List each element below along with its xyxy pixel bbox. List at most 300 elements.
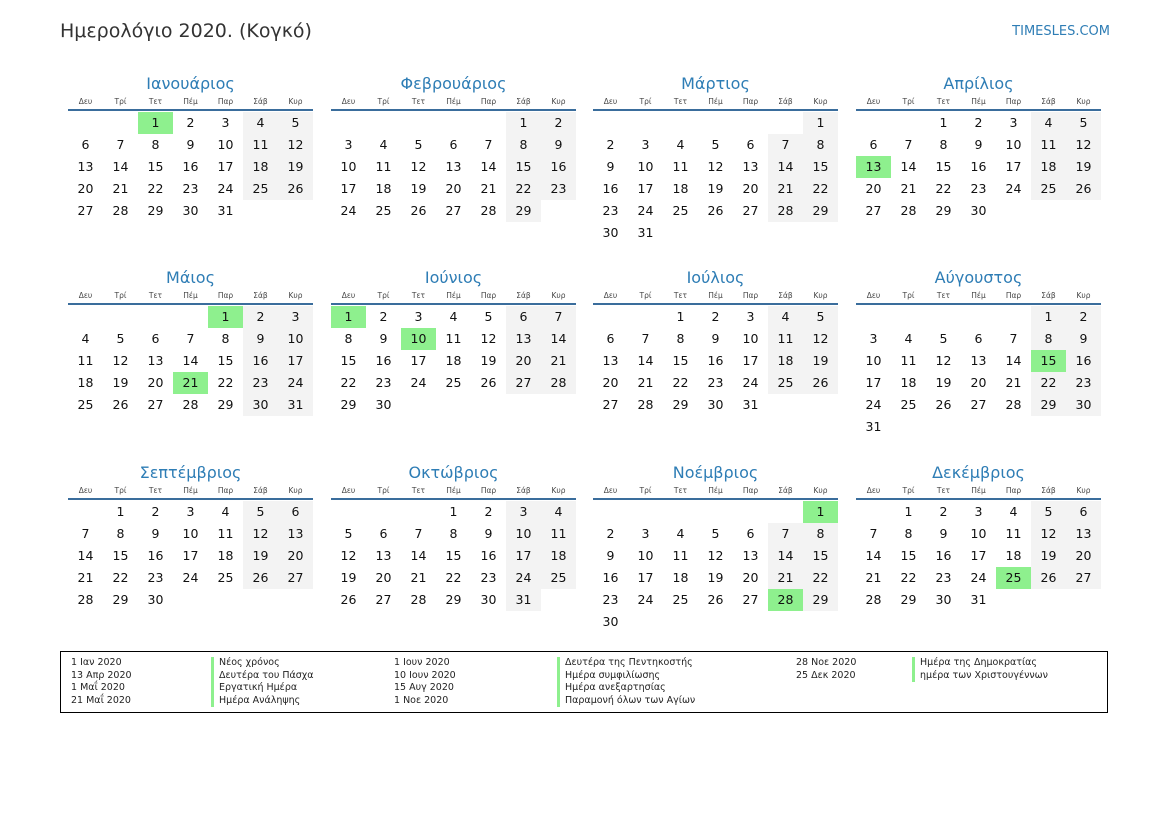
legend-date: 1 Ιουν 2020 [394,657,450,668]
day-cell: 31 [278,394,313,416]
day-cell: 30 [375,397,392,412]
day-cell: 17 [506,545,541,567]
weekday-label: Τετ [411,291,426,300]
day-cell: 28 [112,203,129,218]
weekday-label: Κυρ [813,291,828,300]
day-cell: 9 [186,137,195,152]
day-cell: 25 [77,397,94,412]
day-cell: 22 [506,178,541,200]
day-cell: 11 [445,331,462,346]
day-cell: 16 [375,353,392,368]
day-cell: 12 [278,134,313,156]
day-cell: 30 [480,592,497,607]
day-cell: 6 [379,526,388,541]
legend-col2-dates [394,657,456,707]
day-cell: 23 [541,178,576,200]
day-cell: 3 [746,309,755,324]
day-cell: 16 [1066,350,1101,372]
day-cell: 25 [217,570,234,585]
day-cell: 14 [182,353,199,368]
day-cell: 17 [865,375,882,390]
day-cell: 20 [77,181,94,196]
day-cell: 27 [742,592,759,607]
day-cell: 12 [707,159,724,174]
weekday-label: Τετ [411,486,426,495]
day-cell: 3 [278,306,313,328]
weekday-label: Παρ [742,486,759,495]
day-cell: 25 [768,372,803,394]
weekday-label: Κυρ [813,97,828,106]
day-cell: 19 [803,350,838,372]
legend-date: 1 Νοε 2020 [394,694,449,706]
day-cell: 13 [742,159,759,174]
weekday-label: Τρί [902,486,915,495]
day-cell: 21 [900,181,917,196]
empty-cell [68,306,103,328]
day-cell: 15 [445,548,462,563]
month-name: Ιούνιος [424,268,483,287]
day-cell: 13 [742,548,759,563]
empty-cell [593,306,628,328]
day-cell: 18 [672,570,689,585]
day-cell: 9 [541,134,576,156]
day-cell: 7 [768,523,803,545]
month-name: Οκτώβριος [408,463,499,482]
month-name: Φεβρουάριος [400,74,507,93]
day-cell: 15 [900,548,917,563]
weekday-label: Τρί [639,486,652,495]
weekday-label: Πέμ [971,486,986,495]
legend-col3-names [912,657,1048,682]
day-cell: 23 [602,592,619,607]
weekday-label: Κυρ [1076,486,1091,495]
day-cell: 21 [77,570,94,585]
day-cell: 19 [112,375,129,390]
day-cell: 15 [672,353,689,368]
day-cell: 30 [182,203,199,218]
day-cell: 19 [707,570,724,585]
day-cell: 11 [217,526,234,541]
day-grid [331,501,576,611]
empty-cell [628,501,663,523]
day-cell: 2 [974,115,983,130]
day-grid [856,112,1101,222]
weekday-label: Σάβ [778,97,793,106]
day-cell: 28 [182,397,199,412]
day-cell: 6 [746,526,755,541]
day-cell: 19 [707,181,724,196]
legend-date: 13 Απρ 2020 [71,669,132,681]
day-cell: 24 [278,372,313,394]
day-cell: 4 [81,331,90,346]
day-cell: 30 [970,203,987,218]
month-name: Ιούλιος [686,268,745,287]
day-cell: 6 [746,137,755,152]
day-cell: 6 [278,501,313,523]
month-name: Ιανουάριος [146,74,235,93]
day-cell: 8 [803,134,838,156]
day-grid [68,501,313,611]
weekday-label: Σάβ [778,291,793,300]
day-cell: 20 [602,375,619,390]
day-cell: 3 [869,331,878,346]
day-cell: 8 [904,526,913,541]
weekday-label: Κυρ [551,97,566,106]
day-cell: 15 [147,159,164,174]
weekday-label: Σάβ [253,97,268,106]
empty-cell [663,501,698,523]
weekday-label: Παρ [217,291,234,300]
day-cell: 1 [904,504,913,519]
day-cell: 18 [1031,156,1066,178]
day-cell: 11 [672,548,689,563]
month-block [331,73,576,222]
weekday-label: Σάβ [778,486,793,495]
day-cell: 4 [768,306,803,328]
month-name: Αύγουστος [934,268,1023,287]
weekday-label: Σάβ [1041,291,1056,300]
weekday-header [331,289,576,305]
holiday-day-cell: 1 [138,112,173,134]
weekday-label: Σάβ [253,291,268,300]
day-cell: 26 [1066,178,1101,200]
empty-cell [698,112,733,134]
day-cell: 1 [506,112,541,134]
day-cell: 16 [480,548,497,563]
empty-cell [68,112,103,134]
day-cell: 7 [768,134,803,156]
day-cell: 23 [602,203,619,218]
day-cell: 10 [1005,137,1022,152]
legend-holiday-name: Ημέρα Ανάληψης [211,695,314,708]
day-cell: 26 [410,203,427,218]
day-cell: 6 [974,331,983,346]
empty-cell [436,112,471,134]
weekday-label: Παρ [480,97,497,106]
weekday-label: Τετ [936,291,951,300]
day-cell: 28 [410,592,427,607]
day-cell: 4 [379,137,388,152]
day-cell: 3 [186,504,195,519]
day-cell: 13 [602,353,619,368]
day-cell: 6 [1066,501,1101,523]
day-cell: 19 [243,545,278,567]
empty-cell [628,306,663,328]
day-cell: 11 [375,159,392,174]
holiday-day-cell: 1 [803,501,838,523]
day-cell: 6 [81,137,90,152]
day-cell: 12 [1066,134,1101,156]
day-cell: 22 [1031,372,1066,394]
day-cell: 30 [602,225,619,240]
day-cell: 29 [803,200,838,222]
empty-cell [768,112,803,134]
day-cell: 16 [707,353,724,368]
day-cell: 6 [506,306,541,328]
day-cell: 14 [77,548,94,563]
day-cell: 19 [410,181,427,196]
day-cell: 21 [768,178,803,200]
holiday-day-cell: 21 [173,372,208,394]
day-cell: 12 [340,548,357,563]
day-cell: 12 [243,523,278,545]
empty-cell [891,306,926,328]
empty-cell [471,112,506,134]
day-cell: 13 [77,159,94,174]
day-cell: 13 [278,523,313,545]
day-cell: 17 [217,159,234,174]
day-cell: 11 [1005,526,1022,541]
month-block [856,73,1101,222]
day-cell: 3 [1009,115,1018,130]
day-cell: 20 [742,181,759,196]
weekday-label: Κυρ [551,486,566,495]
day-cell: 19 [480,353,497,368]
day-cell: 16 [147,548,164,563]
legend-holiday-name: Νέος χρόνος [211,657,314,670]
holiday-day-cell: 28 [768,589,803,611]
day-cell: 1 [676,309,685,324]
holiday-day-cell: 15 [1031,350,1066,372]
day-cell: 7 [186,331,195,346]
empty-cell [331,501,366,523]
day-cell: 18 [375,181,392,196]
day-cell: 25 [243,178,278,200]
holiday-legend [60,651,1108,713]
day-cell: 1 [116,504,125,519]
legend-date: 15 Αυγ 2020 [394,682,454,694]
page-title: Ημερολόγιο 2020. (Κογκό) [60,20,312,42]
day-cell: 2 [151,504,160,519]
day-cell: 8 [939,137,948,152]
day-cell: 1 [1031,306,1066,328]
day-cell: 24 [637,203,654,218]
day-cell: 7 [641,331,650,346]
day-cell: 10 [217,137,234,152]
day-cell: 29 [217,397,234,412]
day-cell: 18 [243,156,278,178]
day-cell: 26 [243,567,278,589]
month-block [331,267,576,416]
day-cell: 13 [445,159,462,174]
day-cell: 24 [1005,181,1022,196]
day-cell: 25 [672,592,689,607]
legend-holiday-name: Παραμονή όλων των Αγίων [557,695,695,708]
day-grid [68,306,313,416]
day-cell: 7 [904,137,913,152]
day-cell: 26 [803,372,838,394]
brand-link[interactable]: TIMESLES.COM [1012,24,1110,39]
day-cell: 9 [606,548,615,563]
day-cell: 5 [344,526,353,541]
day-cell: 11 [243,134,278,156]
day-cell: 17 [637,181,654,196]
day-cell: 5 [484,309,493,324]
day-cell: 18 [900,375,917,390]
day-cell: 29 [935,203,952,218]
day-cell: 14 [1005,353,1022,368]
day-cell: 8 [449,526,458,541]
day-cell: 30 [243,394,278,416]
weekday-label: Πέμ [708,291,723,300]
day-cell: 21 [637,375,654,390]
month-block [331,462,576,611]
holiday-day-cell: 1 [208,306,243,328]
day-grid [856,306,1101,438]
day-cell: 29 [672,397,689,412]
weekday-header [856,484,1101,500]
weekday-label: Σάβ [1041,486,1056,495]
day-cell: 8 [344,331,353,346]
day-cell: 8 [1031,328,1066,350]
legend-date: 1 Μαΐ 2020 [71,682,125,694]
weekday-label: Σάβ [516,291,531,300]
weekday-label: Κυρ [288,97,303,106]
day-cell: 25 [672,203,689,218]
day-cell: 15 [803,545,838,567]
empty-cell [733,501,768,523]
weekday-label: Τρί [902,97,915,106]
weekday-label: Παρ [217,97,234,106]
day-cell: 30 [1066,394,1101,416]
day-cell: 24 [865,397,882,412]
empty-cell [856,112,891,134]
holiday-day-cell: 10 [401,328,436,350]
legend-col1-dates [71,657,132,707]
day-cell: 28 [480,203,497,218]
day-cell: 27 [375,592,392,607]
empty-cell [401,501,436,523]
day-cell: 3 [641,137,650,152]
day-cell: 3 [974,504,983,519]
day-cell: 5 [803,306,838,328]
day-cell: 3 [414,309,423,324]
day-cell: 26 [340,592,357,607]
empty-cell [996,306,1031,328]
month-name: Δεκέμβριος [932,463,1025,482]
day-cell: 20 [865,181,882,196]
day-cell: 8 [221,331,230,346]
day-cell: 30 [707,397,724,412]
day-cell: 2 [484,504,493,519]
day-cell: 25 [375,203,392,218]
day-cell: 18 [541,545,576,567]
weekday-label: Σάβ [253,486,268,495]
empty-cell [961,306,996,328]
day-cell: 16 [935,548,952,563]
day-cell: 2 [186,115,195,130]
day-cell: 22 [672,375,689,390]
legend-holiday-name: Δευτέρα του Πάσχα [211,670,314,683]
day-cell: 28 [768,200,803,222]
day-cell: 23 [147,570,164,585]
weekday-label: Τρί [902,291,915,300]
day-cell: 20 [1066,545,1101,567]
day-cell: 8 [803,523,838,545]
day-cell: 22 [340,375,357,390]
day-cell: 23 [480,570,497,585]
day-cell: 21 [112,181,129,196]
month-block [68,73,313,222]
empty-cell [103,112,138,134]
day-cell: 2 [379,309,388,324]
day-cell: 5 [711,526,720,541]
day-cell: 2 [243,306,278,328]
legend-holiday-name: Ημέρα της Δημοκρατίας [912,657,1048,670]
day-cell: 16 [541,156,576,178]
weekday-label: Κυρ [1076,97,1091,106]
empty-cell [331,112,366,134]
day-cell: 9 [711,331,720,346]
day-cell: 12 [707,548,724,563]
day-cell: 28 [637,397,654,412]
day-cell: 14 [768,545,803,567]
day-cell: 26 [112,397,129,412]
weekday-header [68,95,313,111]
weekday-label: Δευ [78,486,93,495]
day-cell: 29 [506,200,541,222]
day-cell: 22 [445,570,462,585]
day-cell: 16 [602,181,619,196]
day-cell: 21 [1005,375,1022,390]
empty-cell [103,306,138,328]
weekday-header [68,484,313,500]
day-cell: 14 [410,548,427,563]
day-cell: 20 [445,181,462,196]
day-cell: 17 [182,548,199,563]
weekday-label: Πέμ [708,486,723,495]
weekday-label: Πέμ [446,486,461,495]
day-cell: 31 [637,225,654,240]
empty-cell [68,501,103,523]
day-cell: 29 [900,592,917,607]
day-cell: 10 [182,526,199,541]
empty-cell [138,306,173,328]
day-cell: 11 [768,328,803,350]
day-cell: 24 [217,181,234,196]
day-cell: 10 [340,159,357,174]
day-cell: 15 [112,548,129,563]
legend-holiday-name: Ημέρα ανεξαρτησίας [557,682,695,695]
weekday-label: Δευ [866,291,881,300]
day-cell: 20 [742,570,759,585]
weekday-label: Κυρ [288,486,303,495]
day-cell: 20 [147,375,164,390]
day-grid [331,306,576,416]
day-cell: 30 [147,592,164,607]
day-cell: 6 [606,331,615,346]
day-cell: 6 [869,137,878,152]
weekday-label: Παρ [1005,486,1022,495]
weekday-label: Πέμ [971,291,986,300]
legend-col3-dates [796,657,856,682]
weekday-header [593,95,838,111]
day-cell: 22 [112,570,129,585]
weekday-header [593,289,838,305]
day-cell: 11 [541,523,576,545]
month-block [856,267,1101,438]
day-cell: 16 [602,570,619,585]
day-cell: 26 [480,375,497,390]
weekday-header [856,289,1101,305]
day-cell: 15 [506,156,541,178]
day-cell: 14 [541,328,576,350]
day-cell: 25 [1031,178,1066,200]
day-cell: 22 [900,570,917,585]
weekday-label: Τετ [673,486,688,495]
weekday-label: Τετ [936,486,951,495]
month-block [593,462,838,633]
